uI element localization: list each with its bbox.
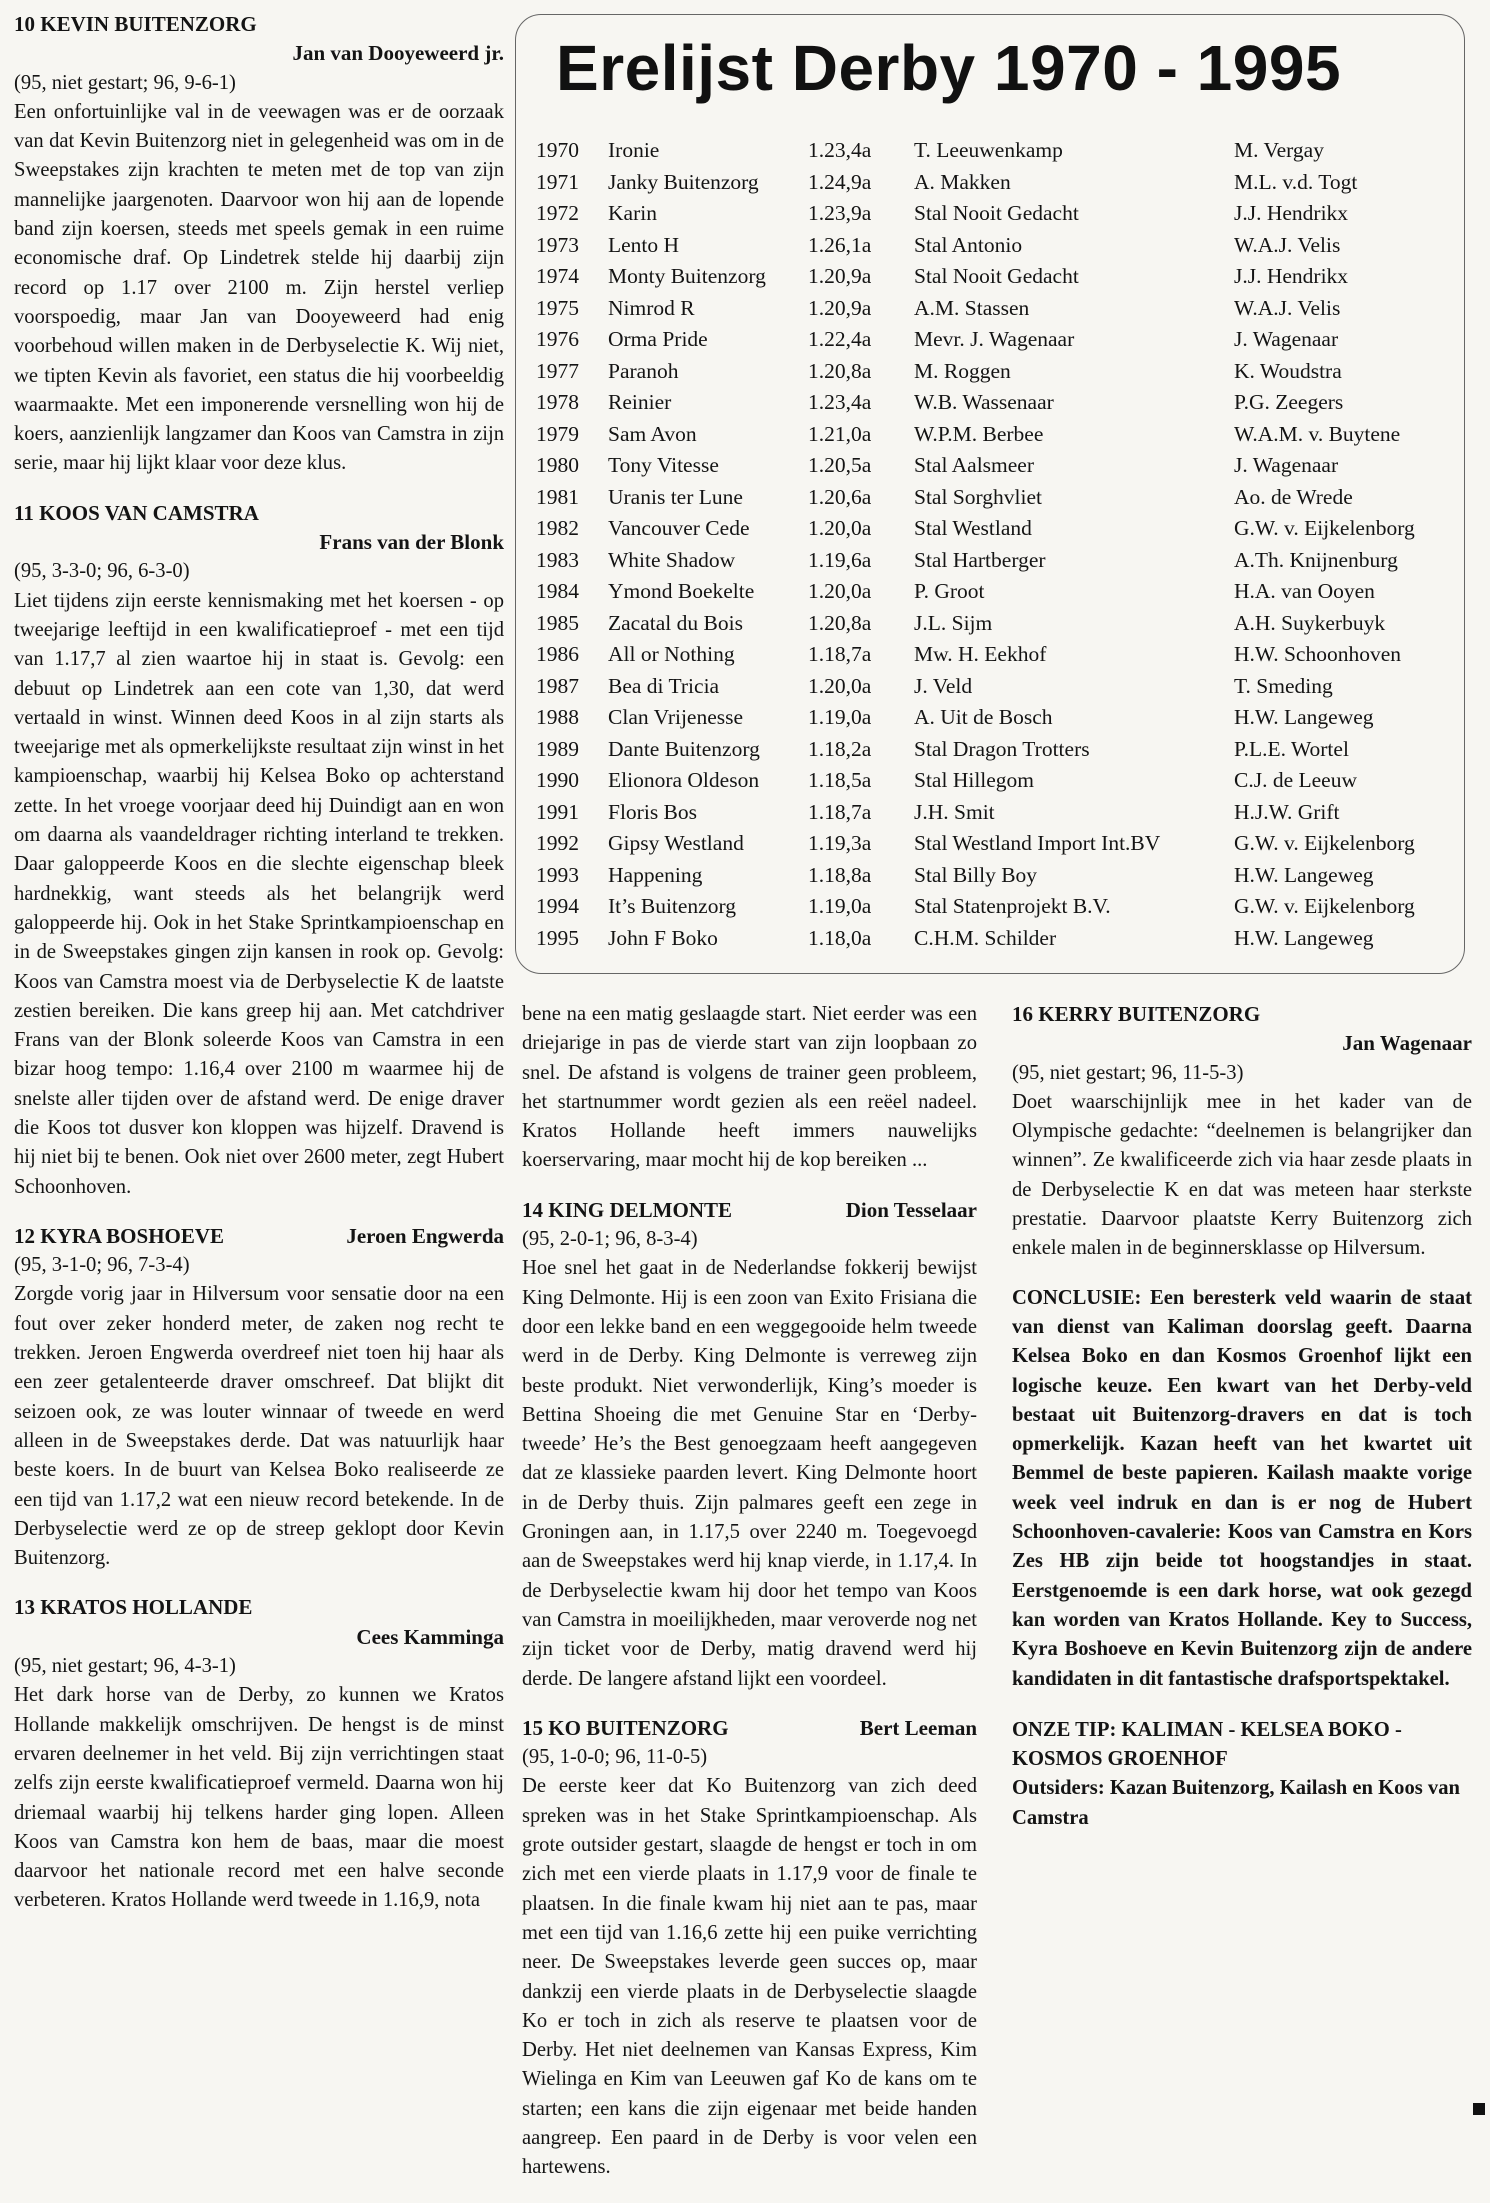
honor-roll-row (536, 797, 1454, 829)
honor-roll-time: 1.19,6a (808, 547, 872, 572)
honor-roll-year: 1987 (536, 673, 579, 698)
honor-roll-year: 1981 (536, 484, 579, 509)
honor-roll-year: 1985 (536, 610, 579, 635)
honor-roll-row (536, 167, 1454, 199)
honor-roll-row (536, 387, 1454, 419)
entry-stats: (95, 2-0-1; 96, 8-3-4) (522, 1228, 698, 1251)
honor-roll-horse: Lento H (608, 232, 680, 257)
honor-roll-driver: P.G. Zeegers (1234, 390, 1344, 415)
entry-heading-row (522, 1196, 977, 1225)
honor-roll-driver: K. Woudstra (1234, 358, 1342, 383)
honor-roll-driver: T. Smeding (1234, 673, 1333, 698)
entry-body: Een onfortuinlijke val in de veewagen was er de oorzaak van dat Kevin Buitenzorg niet in gelegenheid was om in de Sweepstakes zijn krachten te meten met de top van zijn mannelijke jaargenoten. Daarvoor won hij aan de lopende band zijn koersen, steeds met speels gemak in een ruime economische draf. Op Lindetrek stelde hij daarbij zijn record op 1.17 over 2100 m. Zijn herstel verliep voorspoedig, maar Jan van Dooyeweerd had enig voorbehoud willen maken in de Derbyselectie K. Wij niet, we tipten Kevin als favoriet, een status die hij voorbeeldig waarmaakte. Met een imponerende versnelling won hij de koers, aanzienlijk langzamer dan Koos van Camstra in zijn serie, maar hij lijkt klaar voor deze klus. (14, 100, 504, 475)
honor-roll-driver: J. Wagenaar (1234, 453, 1339, 478)
entry-14 (522, 1196, 977, 1694)
honor-roll-year: 1979 (536, 421, 579, 446)
honor-roll-owner: Stal Billy Boy (914, 862, 1038, 887)
honor-roll-year: 1977 (536, 358, 579, 383)
honor-roll-table (536, 135, 1454, 954)
honor-roll-driver: G.W. v. Eijkelenborg (1234, 831, 1415, 856)
honor-roll-year: 1978 (536, 390, 579, 415)
entry-driver: Frans van der Blonk (319, 530, 504, 555)
honor-roll-driver: C.J. de Leeuw (1234, 768, 1357, 793)
honor-roll-horse: White Shadow (608, 547, 736, 572)
honor-roll-row (536, 765, 1454, 797)
honor-roll-row (536, 293, 1454, 325)
honor-roll-row (536, 828, 1454, 860)
honor-roll-owner: J.L. Sijm (914, 610, 993, 635)
honor-roll-driver: M. Vergay (1234, 138, 1324, 163)
entry-11 (14, 499, 504, 1202)
honor-roll-time: 1.20,8a (808, 610, 872, 635)
honor-roll-row (536, 734, 1454, 766)
entry-12 (14, 1222, 504, 1574)
honor-roll-horse: Karin (608, 201, 657, 226)
entry-driver: Bert Leeman (859, 1715, 977, 1740)
honor-roll-driver: J.J. Hendrikx (1234, 201, 1349, 226)
honor-roll-year: 1988 (536, 705, 579, 730)
honor-roll-owner: Stal Hillegom (914, 768, 1035, 793)
honor-roll-owner: M. Roggen (914, 358, 1011, 383)
honor-roll-row (536, 198, 1454, 230)
honor-roll-year: 1970 (536, 138, 579, 163)
honor-roll-horse: All or Nothing (608, 642, 735, 667)
honor-roll-horse: Paranoh (608, 358, 679, 383)
honor-roll-row (536, 419, 1454, 451)
honor-roll-owner: Stal Statenprojekt B.V. (914, 894, 1111, 919)
honor-roll-horse: John F Boko (608, 925, 718, 950)
honor-roll-row (536, 513, 1454, 545)
entry-heading: 14 KING DELMONTE (522, 1197, 733, 1222)
entry-body: Hoe snel het gaat in de Nederlandse fokkerij bewijst King Delmonte. Hij is een zoon van Exito Frisiana die door een lekke band en een weggegooide helm tweede werd in de Derby. King Delmonte is verreweg zijn beste produkt. Niet verwonderlijk, King’s moeder is Bettina Shoeing die met Genuine Star en ‘Derby-tweede’ He’s the Best genoegzaam heeft aangegeven dat ze klassieke paarden levert. King Delmonte hoort in de Derby thuis. Zijn palmares geeft een zege in Groningen aan, in 1.17,5 over 2240 m. Toegevoegd aan de Sweepstakes werd hij knap vierde, in 1.17,4. In de Derbyselectie kwam hij door het tempo van Koos van Camstra in moeilijkheden, maar veroverde nog net zijn ticket voor de Derby, matig dravend werd hij derde. De langere afstand lijkt een voordeel. (522, 1257, 977, 1690)
honor-roll-driver: W.A.M. v. Buytene (1234, 421, 1401, 446)
honor-roll-horse: Uranis ter Lune (608, 484, 743, 509)
honor-roll-horse: Floris Bos (608, 799, 698, 824)
entry-heading: 15 KO BUITENZORG (522, 1715, 729, 1740)
honor-roll-horse: Happening (608, 862, 703, 887)
honor-roll-time: 1.20,0a (808, 579, 872, 604)
honor-roll-horse: Clan Vrijenesse (608, 705, 744, 730)
honor-roll-driver: H.W. Schoonhoven (1234, 642, 1402, 667)
honor-roll-time: 1.18,2a (808, 736, 872, 761)
honor-roll-year: 1974 (536, 264, 579, 289)
honor-roll-owner: Stal Sorghvliet (914, 484, 1043, 509)
honor-roll-year: 1980 (536, 453, 579, 478)
column-left (14, 10, 504, 1936)
honor-roll-owner: Stal Nooit Gedacht (914, 201, 1079, 226)
entry-stats: (95, 3-3-0; 96, 6-3-0) (14, 560, 190, 583)
honor-roll-row (536, 261, 1454, 293)
honor-roll-year: 1990 (536, 768, 579, 793)
honor-roll-row (536, 324, 1454, 356)
honor-roll-year: 1971 (536, 169, 579, 194)
entry-driver: Jeroen Engwerda (346, 1223, 504, 1248)
honor-roll-year: 1995 (536, 925, 579, 950)
honor-roll-row (536, 482, 1454, 514)
tip-main: ONZE TIP: KALIMAN - KELSEA BOKO - KOSMOS GROENHOF (1012, 1718, 1402, 1771)
honor-roll-year: 1976 (536, 327, 579, 352)
honor-roll-owner: Stal Antonio (914, 232, 1023, 257)
honor-roll-horse: Orma Pride (608, 327, 708, 352)
honor-roll-time: 1.19,0a (808, 894, 872, 919)
honor-roll-owner: P. Groot (914, 579, 985, 604)
honor-roll-year: 1992 (536, 831, 579, 856)
honor-roll-time: 1.20,9a (808, 295, 872, 320)
honor-roll-year: 1982 (536, 516, 579, 541)
honor-roll-time: 1.26,1a (808, 232, 872, 257)
honor-roll-driver: J.J. Hendrikx (1234, 264, 1349, 289)
honor-roll-time: 1.18,7a (808, 642, 872, 667)
honor-roll-time: 1.18,0a (808, 925, 872, 950)
honor-roll-row (536, 608, 1454, 640)
honor-roll-horse: Vancouver Cede (608, 516, 750, 541)
honor-roll-row (536, 135, 1454, 167)
honor-roll-driver: Ao. de Wrede (1234, 484, 1353, 509)
honor-roll-driver: G.W. v. Eijkelenborg (1234, 894, 1415, 919)
honor-roll-owner: T. Leeuwenkamp (914, 138, 1063, 163)
honor-roll-owner: A. Uit de Bosch (914, 705, 1053, 730)
honor-roll-row (536, 356, 1454, 388)
honor-roll-horse: Elionora Oldeson (608, 768, 760, 793)
honor-roll-title: Erelijst Derby 1970 - 1995 (556, 32, 1342, 104)
honor-roll-year: 1991 (536, 799, 579, 824)
entry-driver: Jan van Dooyeweerd jr. (292, 41, 504, 66)
entry-heading-row (522, 1714, 977, 1743)
honor-roll-year: 1994 (536, 894, 579, 919)
honor-roll-row (536, 702, 1454, 734)
honor-roll-row (536, 923, 1454, 955)
honor-roll-horse: Monty Buitenzorg (608, 264, 766, 289)
entry-body: De eerste keer dat Ko Buitenzorg van zich deed spreken was in het Stake Sprintkampioenschap. Als grote outsider gestart, slaagde de hengst er toch in om zich met een vierde plaats in 1.17,9 voor de finale te plaatsen. In die finale kwam hij niet aan te pas, maar met een tijd van 1.16,6 zette hij een puike verrichting neer. De Sweepstakes leverde geen succes op, maar dankzij een vierde plaats in de Derbyselectie slaagde Ko er toch in zich als reserve te plaatsen voor de Derby. Het niet deelnemen van Kansas Express, Kim Wielinga en Kim van Leeuwen gaf Ko de kans om te starten; een kans die zijn eigenaar met beide handen aangreep. Een paard in de Derby is voor velen een hartewens. (522, 1775, 977, 2179)
honor-roll-year: 1983 (536, 547, 579, 572)
honor-roll-time: 1.23,4a (808, 390, 872, 415)
honor-roll-driver: W.A.J. Velis (1234, 232, 1341, 257)
entry-heading: 12 KYRA BOSHOEVE (14, 1223, 225, 1248)
honor-roll-horse: Ymond Boekelte (608, 579, 755, 604)
honor-roll-driver: H.A. van Ooyen (1234, 579, 1375, 604)
honor-roll-horse: Bea di Tricia (608, 673, 720, 698)
entry-stats: (95, 3-1-0; 96, 7-3-4) (14, 1254, 190, 1277)
honor-roll-driver: G.W. v. Eijkelenborg (1234, 516, 1415, 541)
honor-roll-time: 1.18,5a (808, 768, 872, 793)
honor-roll-owner: A.M. Stassen (914, 295, 1030, 320)
honor-roll-year: 1993 (536, 862, 579, 887)
honor-roll-driver: H.W. Langeweg (1234, 705, 1374, 730)
honor-roll-row (536, 860, 1454, 892)
entry-heading-row (14, 1222, 504, 1251)
honor-roll-driver: H.W. Langeweg (1234, 862, 1374, 887)
honor-roll-time: 1.21,0a (808, 421, 872, 446)
honor-roll-owner: C.H.M. Schilder (914, 925, 1057, 950)
honor-roll-year: 1973 (536, 232, 579, 257)
honor-roll-year: 1989 (536, 736, 579, 761)
honor-roll-driver: H.J.W. Grift (1234, 799, 1340, 824)
honor-roll-horse: Reinier (608, 390, 672, 415)
tip-outsiders: Outsiders: Kazan Buitenzorg, Kailash en Koos van Camstra (1012, 1777, 1460, 1829)
entry-15 (522, 1714, 977, 2183)
honor-roll-row (536, 639, 1454, 671)
honor-roll-time: 1.19,0a (808, 705, 872, 730)
honor-roll-row (536, 230, 1454, 262)
entry-stats: (95, 1-0-0; 96, 11-0-5) (522, 1746, 708, 1769)
honor-roll-owner: A. Makken (914, 169, 1011, 194)
honor-roll-time: 1.24,9a (808, 169, 872, 194)
honor-roll-driver: H.W. Langeweg (1234, 925, 1374, 950)
honor-roll-horse: It’s Buitenzorg (608, 894, 736, 919)
entry-heading: 13 KRATOS HOLLANDE (14, 1595, 253, 1620)
entry-stats: (95, niet gestart; 96, 9-6-1) (14, 71, 236, 94)
entry-heading: 16 KERRY BUITENZORG (1012, 1002, 1261, 1026)
honor-roll-owner: Mevr. J. Wagenaar (914, 327, 1075, 352)
honor-roll-owner: Stal Aalsmeer (914, 453, 1035, 478)
entry-body: Liet tijdens zijn eerste kennismaking met het koersen - op tweejarige leeftijd in een kwalificatieproef - met een tijd van 1.17,7 al zien waartoe hij in staat is. Gevolg: een debuut op Lindetrek aan een cote van 1,30, dat werd vertaald in winst. Winnen deed Koos in al zijn starts als tweejarige met als opmerkelijkste resultaat zijn winst in het kampioenschap, waarbij hij Kelsea Boko op achterstand zette. In het vroege voorjaar deed hij Duindigt aan en won om daarna als vaandeldrager richting interland te trekken. Daar galoppeerde Koos en die slechte eigenschap bleek hardnekkig, want steeds als het belangrijk werd galoppeerde hij. Ook in het Stake Sprintkampioenschap en in de Sweepstakes gingen zijn kansen in rook op. Gevolg: Koos van Camstra moest via de Derbyselectie K de laatste zestien bereiken. Die kans greep hij aan. Met catchdriver Frans van der Blonk soleerde Koos van Camstra in een bizar hoog tempo: 1.16,4 over 2100 m waarmee hij de snelste aller tijden over de afstand werd. De enige draver die Koos tot dusver kon kloppen was hijzelf. Dravend is hij niet bij te benen. Ook niet over 2600 meter, zegt Hubert Schoonhoven. (14, 589, 504, 1198)
entry-stats: (95, niet gestart; 96, 4-3-1) (14, 1655, 236, 1678)
honor-roll-row (536, 576, 1454, 608)
honor-roll-year: 1984 (536, 579, 579, 604)
honor-roll-owner: Stal Hartberger (914, 547, 1046, 572)
honor-roll-owner: J. Veld (914, 673, 973, 698)
honor-roll-driver: W.A.J. Velis (1234, 295, 1341, 320)
honor-roll-horse: Dante Buitenzorg (608, 736, 760, 761)
honor-roll-horse: Gipsy Westland (608, 831, 744, 856)
entry-10 (14, 10, 504, 479)
honor-roll-owner: Stal Westland Import Int.BV (914, 831, 1161, 856)
honor-roll-owner: J.H. Smit (914, 799, 995, 824)
honor-roll-time: 1.20,6a (808, 484, 872, 509)
entry-heading: 11 KOOS VAN CAMSTRA (14, 500, 259, 525)
entry-driver: Cees Kamminga (356, 1624, 504, 1649)
honor-roll-time: 1.20,0a (808, 673, 872, 698)
honor-roll-year: 1986 (536, 642, 579, 667)
column-right (1012, 1000, 1472, 1833)
entry-body: Het dark horse van de Derby, zo kunnen we Kratos Hollande makkelijk omschrijven. De hengst is de minst ervaren deelnemer in het veld. Bij zijn verrichtingen staat zelfs zijn eerste kwalificatieproef vermeld. Daarna won hij driemaal waarbij hij telkens harder ging lopen. Alleen Koos van Camstra kon hem de baas, maar die moest daarvoor het nationale record met een halve seconde verbeteren. Kratos Hollande werd tweede in 1.16,9, nota (14, 1684, 504, 1912)
honor-roll-time: 1.20,0a (808, 516, 872, 541)
entry-13 (14, 1593, 504, 1915)
honor-roll-owner: Stal Westland (914, 516, 1032, 541)
honor-roll-horse: Tony Vitesse (608, 453, 719, 478)
honor-roll-year: 1972 (536, 201, 579, 226)
honor-roll-time: 1.19,3a (808, 831, 872, 856)
honor-roll-horse: Zacatal du Bois (608, 610, 743, 635)
honor-roll-horse: Janky Buitenzorg (608, 169, 759, 194)
honor-roll-time: 1.20,9a (808, 264, 872, 289)
honor-roll-owner: W.B. Wassenaar (914, 390, 1054, 415)
honor-roll-owner: Stal Dragon Trotters (914, 736, 1090, 761)
entry-stats: (95, niet gestart; 96, 11-5-3) (1012, 1061, 1244, 1084)
honor-roll-owner: Stal Nooit Gedacht (914, 264, 1079, 289)
honor-roll-time: 1.20,5a (808, 453, 872, 478)
honor-roll-time: 1.18,7a (808, 799, 872, 824)
entry-driver: Dion Tesselaar (845, 1197, 977, 1222)
entry-body-continued: bene na een matig geslaagde start. Niet eerder was een driejarige in pas de vierde start van zijn loopbaan zo snel. De afstand is volgens de trainer geen probleem, het startnummer wordt gezien als een reëel nadeel. Kratos Hollande heeft immers nauwelijks koerservaring, maar mocht hij de kop bereiken ... (522, 1003, 977, 1172)
honor-roll-time: 1.23,4a (808, 138, 872, 163)
honor-roll-time: 1.18,8a (808, 862, 872, 887)
entry-body: Doet waarschijnlijk mee in het kader van de Olympische gedachte: “deelnemen is belangrijker dan winnen”. Ze kwalificeerde zich via haar zesde plaats in de Derbyselectie K en dat was meteen haar sterkste prestatie. Daarvoor plaatste Kerry Buitenzorg zich enkele malen in de beginnersklasse op Hilversum. (1012, 1090, 1472, 1260)
honor-roll-box (515, 14, 1465, 974)
honor-roll-owner: Mw. H. Eekhof (914, 642, 1047, 667)
column-middle (522, 1000, 977, 2203)
honor-roll-time: 1.23,9a (808, 201, 872, 226)
honor-roll-row (536, 450, 1454, 482)
page-corner-mark (1473, 2103, 1485, 2115)
honor-roll-year: 1975 (536, 295, 579, 320)
honor-roll-driver: J. Wagenaar (1234, 327, 1339, 352)
honor-roll-time: 1.20,8a (808, 358, 872, 383)
tip (1012, 1716, 1472, 1833)
entry-16 (1012, 1000, 1472, 1264)
entry-heading: 10 KEVIN BUITENZORG (14, 12, 257, 36)
honor-roll-row (536, 671, 1454, 703)
honor-roll-driver: P.L.E. Wortel (1234, 736, 1349, 761)
honor-roll-driver: A.Th. Knijnenburg (1234, 547, 1398, 572)
honor-roll-horse: Nimrod R (608, 295, 695, 320)
entry-driver: Jan Wagenaar (1342, 1031, 1472, 1056)
honor-roll-driver: A.H. Suykerbuyk (1234, 610, 1386, 635)
entry-body: Zorgde vorig jaar in Hilversum voor sensatie door na een fout over zeker honderd meter, de zaken nog recht te trekken. Jeroen Engwerda overdreef niet toen hij haar als een zeer getalenteerde draver omschreef. Dat blijkt dit seizoen ook, ze was louter winnaar of tweede en werd alleen in de Sweepstakes derde. Dat was natuurlijk haar beste koers. In de buurt van Kelsea Boko realiseerde ze een tijd van 1.17,2 wat een nieuw record betekende. In de Derbyselectie werd ze op de streep geklopt door Kevin Buitenzorg. (14, 1283, 504, 1570)
honor-roll-horse: Ironie (608, 138, 660, 163)
honor-roll-owner: W.P.M. Berbee (914, 421, 1044, 446)
honor-roll-row (536, 891, 1454, 923)
conclusion: CONCLUSIE: Een beresterk veld waarin de staat van dienst van Kaliman doorslag geeft. Daarna Kelsea Boko en dan Kosmos Groenhof lijkt een logische keuze. Een kwart van het Derby-veld bestaat uit Buitenzorg-dravers en dat is toch opmerkelijk. Kazan heeft van het kwartet uit Bemmel de beste papieren. Kailash maakte vorige week veel indruk en dan is er nog de Hubert Schoonhoven-cavalerie: Koos van Camstra en Kors Zes HB zijn beide tot hoogstandjes in staat. Eerstgenoemde is een dark horse, wat ook gezegd kan worden van Kratos Hollande. Key to Success, Kyra Boshoeve en Kevin Buitenzorg zijn de andere kandidaten in dit fantastische drafsportspektakel. (1012, 1286, 1472, 1690)
honor-roll-time: 1.22,4a (808, 327, 872, 352)
honor-roll-driver: M.L. v.d. Togt (1234, 169, 1358, 194)
honor-roll-horse: Sam Avon (608, 421, 697, 446)
honor-roll-row (536, 545, 1454, 577)
